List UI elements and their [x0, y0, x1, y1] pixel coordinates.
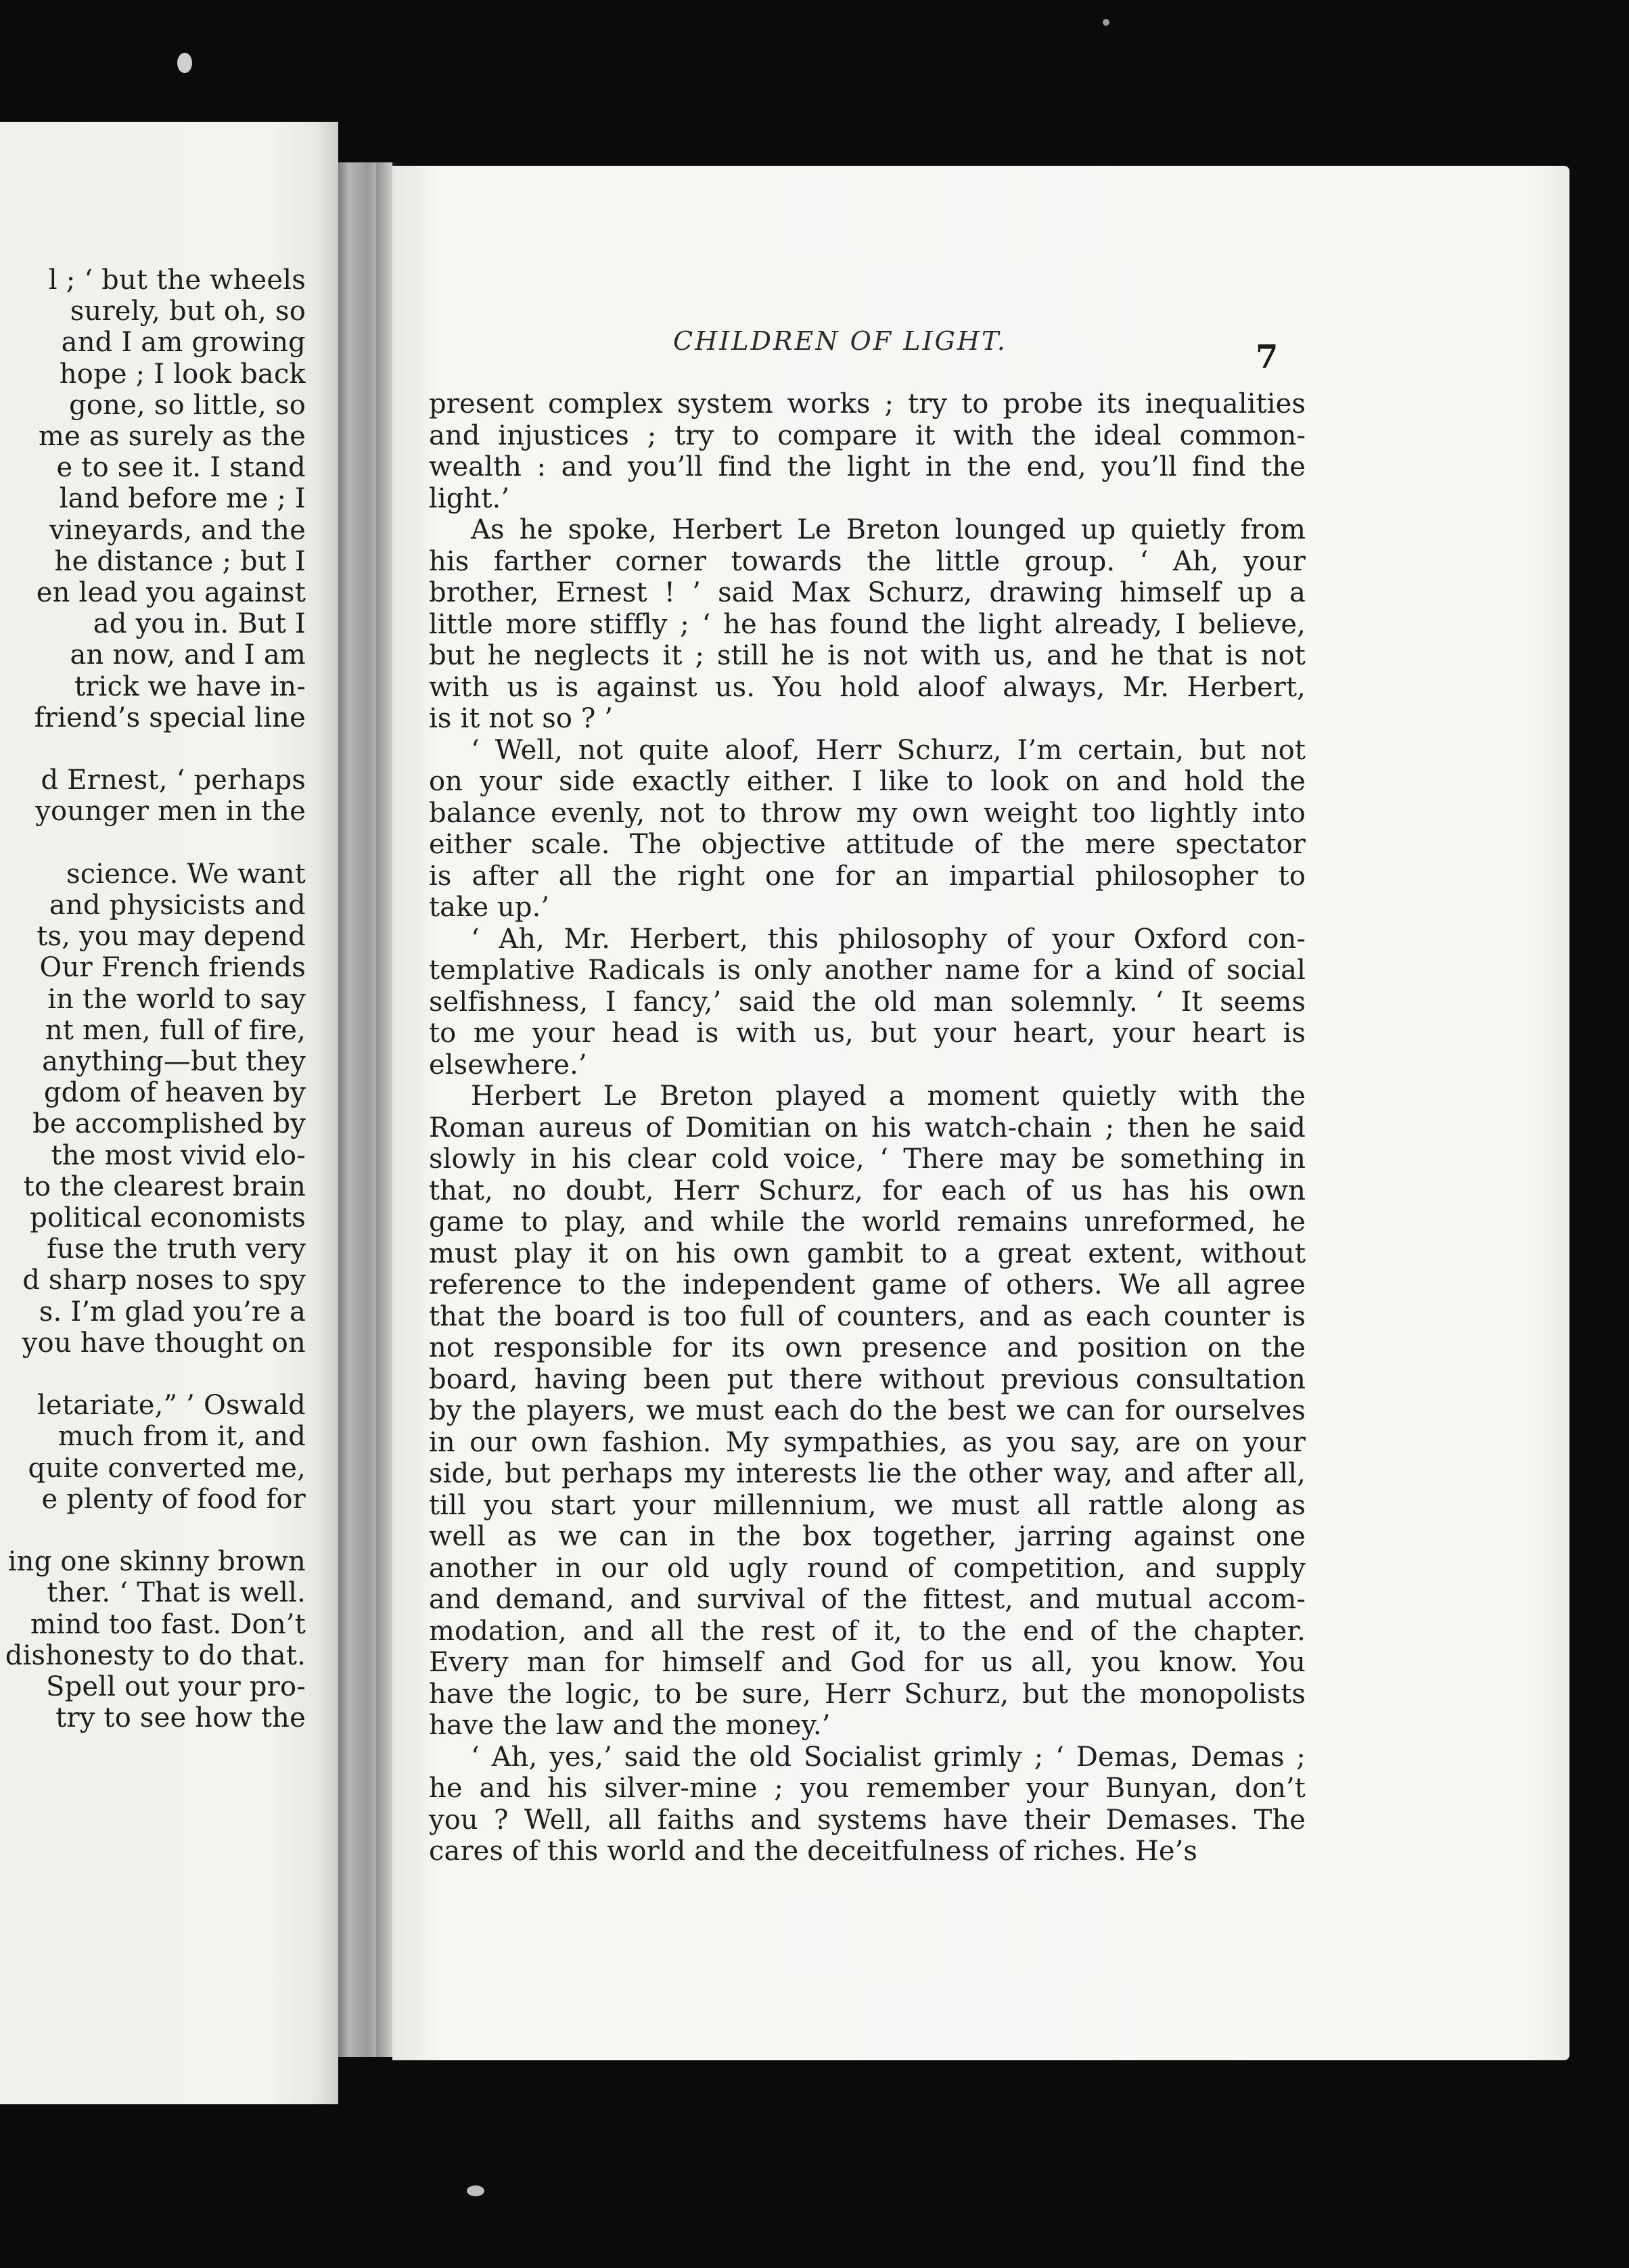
text-line: ‘ Well, not quite aloof, Herr Schurz, I’m certain, but not	[471, 734, 1306, 766]
left-page-line: ad you in. But I	[93, 608, 306, 640]
text-line: cares of this world and the deceitfulness of riches. He’s	[429, 1836, 1198, 1867]
left-page-line: the most vivid elo-	[51, 1139, 306, 1171]
left-page-line: trick we have in-	[74, 671, 306, 702]
left-page-line: anything—but they	[42, 1046, 306, 1077]
text-line: not responsible for its own presence and position on the	[429, 1332, 1306, 1363]
left-page-line: in the world to say	[47, 983, 306, 1015]
left-page-line: he distance ; but I	[54, 545, 306, 577]
text-line: side, but perhaps my interests lie the other way, and after all,	[429, 1458, 1306, 1489]
left-page-line: friend’s special line	[34, 702, 306, 733]
page-number: 7	[1256, 338, 1279, 376]
left-page-line: land before me ; I	[59, 483, 306, 515]
text-line: wealth : and you’ll find the light in the end, you’ll find the	[429, 451, 1306, 482]
text-line: is after all the right one for an impartial philosopher to	[429, 860, 1306, 892]
text-line: little more stiffly ; ‘ he has found the light already, I believe,	[429, 608, 1306, 640]
left-page-line: nt men, full of fire,	[45, 1014, 306, 1046]
text-line: and demand, and survival of the fittest, and mutual accom-	[429, 1584, 1306, 1615]
dust-speck	[177, 53, 192, 73]
left-page-line: hope ; I look back	[59, 358, 306, 390]
left-page-line: s. I’m glad you’re a	[39, 1296, 306, 1328]
text-line: is it not so ? ’	[429, 703, 614, 734]
left-page-line: d sharp noses to spy	[22, 1265, 306, 1296]
text-line: Herbert Le Breton played a moment quietly with the	[471, 1081, 1306, 1112]
left-page-line: d Ernest, ‘ perhaps	[41, 765, 306, 796]
left-page-line: me as surely as the	[39, 421, 306, 452]
text-line: that the board is too full of counters, and as each counter is	[429, 1300, 1306, 1332]
text-line: reference to the independent game of others. We all agree	[429, 1269, 1306, 1300]
left-page-line: letariate,” ’ Oswald	[37, 1390, 306, 1422]
text-line: in our own fashion. My sympathies, as you say, are on your	[429, 1426, 1306, 1458]
left-page-line: dishonesty to do that.	[5, 1639, 306, 1671]
text-line: have the logic, to be sure, Herr Schurz, but the monopolists	[429, 1678, 1306, 1710]
text-line: As he spoke, Herbert Le Breton lounged up quietly from	[471, 514, 1306, 545]
text-line: Roman aureus of Domitian on his watch-chain ; then he said	[429, 1112, 1306, 1143]
left-page-line: and I am growing	[61, 327, 306, 359]
text-line: to me your head is with us, but your heart, your heart is	[429, 1018, 1306, 1049]
text-line: ‘ Ah, yes,’ said the old Socialist grimly ; ‘ Demas, Demas ;	[471, 1741, 1306, 1773]
left-page-line: fuse the truth very	[47, 1233, 306, 1265]
left-page-line: ther. ‘ That is well.	[47, 1577, 306, 1609]
text-line: elsewhere.’	[429, 1049, 587, 1081]
text-line: game to play, and while the world remains unreformed, he	[429, 1206, 1306, 1238]
left-page-line: e plenty of food for	[41, 1483, 306, 1515]
text-line: take up.’	[429, 892, 550, 923]
left-page-line: surely, but oh, so	[70, 296, 306, 327]
text-line: balance evenly, not to throw my own weight too lightly into	[429, 797, 1306, 829]
left-page-line: gdom of heaven by	[43, 1077, 306, 1109]
left-page-line: an now, and I am	[70, 639, 306, 671]
text-line: brother, Ernest ! ’ said Max Schurz, drawing himself up a	[429, 577, 1306, 608]
text-line: his farther corner towards the little group. ‘ Ah, your	[429, 545, 1306, 577]
left-page-line: Spell out your pro-	[45, 1671, 306, 1702]
text-line: with us is against us. You hold aloof always, Mr. Herbert,	[429, 671, 1306, 703]
text-line: but he neglects it ; still he is not with us, and he that is not	[429, 640, 1306, 671]
left-page-line: e to see it. I stand	[56, 452, 306, 484]
left-page-line: and physicists and	[49, 890, 306, 921]
left-page-line: be accomplished by	[32, 1108, 306, 1140]
left-page-line: Our French friends	[39, 952, 306, 984]
text-line: templative Radicals is only another name for a kind of social	[429, 955, 1306, 986]
text-line: slowly in his clear cold voice, ‘ There may be something in	[429, 1143, 1306, 1175]
left-page-line: political economists	[30, 1202, 306, 1233]
text-line: he and his silver-mine ; you remember your Bunyan, don’t	[429, 1773, 1306, 1804]
left-page-line: try to see how the	[55, 1702, 306, 1734]
dust-speck	[1103, 19, 1109, 26]
left-page-line: much from it, and	[58, 1421, 306, 1453]
text-line: board, having been put there without previous consultation	[429, 1363, 1306, 1395]
left-page-line: ts, you may depend	[37, 921, 306, 953]
dust-speck	[467, 2185, 484, 2196]
left-page-line: to the clearest brain	[23, 1171, 306, 1202]
text-line: have the law and the money.’	[429, 1710, 831, 1741]
body-text	[429, 388, 1306, 1867]
left-page-line: gone, so little, so	[69, 389, 306, 421]
running-head: CHILDREN OF LIGHT.	[673, 326, 1007, 356]
left-page-line: younger men in the	[35, 796, 306, 827]
text-line: well as we can in the box together, jarring against one	[429, 1521, 1306, 1552]
left-page-line: en lead you against	[36, 577, 306, 608]
text-line: you ? Well, all faiths and systems have their Demases. The	[429, 1804, 1306, 1836]
text-line: ‘ Ah, Mr. Herbert, this philosophy of your Oxford con-	[471, 923, 1306, 955]
left-page-line: l ; ‘ but the wheels	[48, 265, 306, 296]
text-line: and injustices ; try to compare it with the ideal common-	[429, 419, 1306, 451]
text-line: another in our old ugly round of competition, and supply	[429, 1552, 1306, 1584]
text-line: Every man for himself and God for us all, you know. You	[429, 1647, 1306, 1678]
left-page-line: ing one skinny brown	[7, 1546, 306, 1578]
text-line: that, no doubt, Herr Schurz, for each of us has his own	[429, 1175, 1306, 1206]
left-page-line: mind too fast. Don’t	[30, 1608, 306, 1640]
text-line: modation, and all the rest of it, to the end of the chapter.	[429, 1615, 1306, 1647]
left-page-line: vineyards, and the	[49, 514, 306, 546]
text-line: selfishness, I fancy,’ said the old man solemnly. ‘ It seems	[429, 986, 1306, 1018]
text-line: either scale. The objective attitude of the mere spectator	[429, 829, 1306, 860]
text-line: till you start your millennium, we must all rattle along as	[429, 1489, 1306, 1521]
text-line: by the players, we must each do the best we can for ourselves	[429, 1395, 1306, 1426]
left-page-line: science. We want	[66, 858, 306, 890]
text-line: on your side exactly either. I like to look on and hold the	[429, 766, 1306, 797]
left-page-line: quite converted me,	[28, 1452, 306, 1484]
left-page-line: you have thought on	[22, 1327, 306, 1359]
left-page	[0, 122, 338, 2104]
text-line: must play it on his own gambit to a great extent, without	[429, 1238, 1306, 1269]
text-line: present complex system works ; try to probe its inequalities	[429, 388, 1306, 419]
text-line: light.’	[429, 482, 510, 514]
